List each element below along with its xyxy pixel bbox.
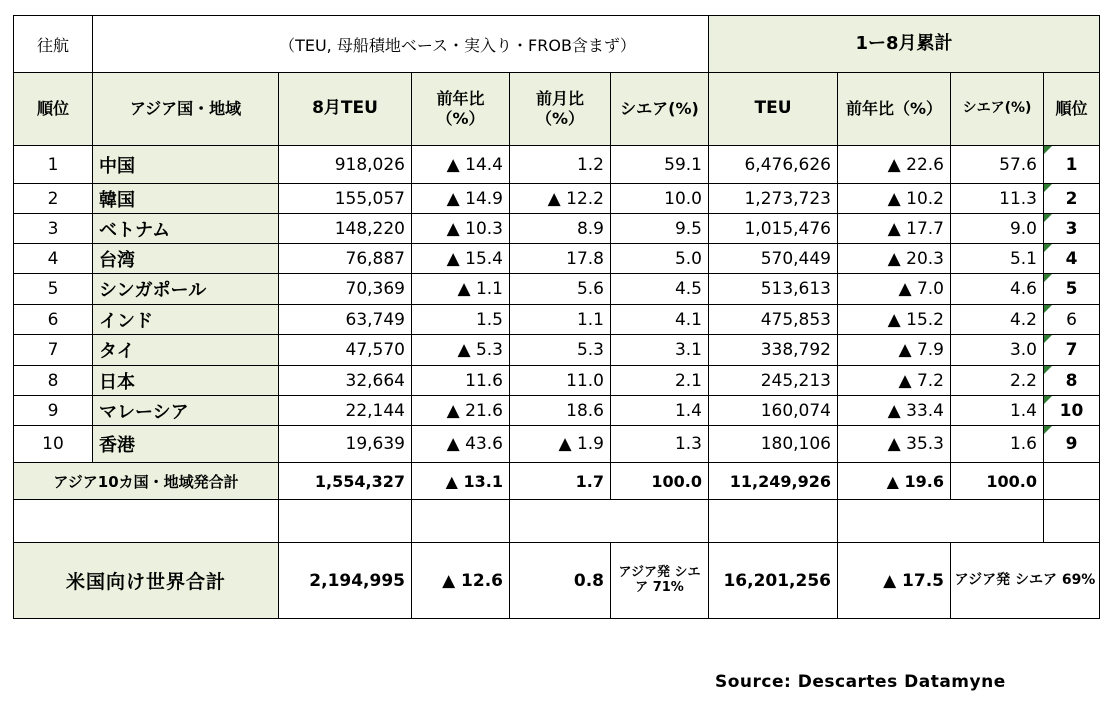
yoy-cell: ▲ 14.4 xyxy=(412,146,510,184)
world-total-label: 米国向け世界合計 xyxy=(14,543,279,619)
rank-cell: 10 xyxy=(14,426,93,463)
col-cum-teu: TEU xyxy=(709,73,838,146)
asia-total-cum-teu: 11,249,926 xyxy=(709,463,838,500)
yoy-cell: ▲ 43.6 xyxy=(412,426,510,463)
asia-total-aug-teu: 1,554,327 xyxy=(279,463,412,500)
world-total-mom: 0.8 xyxy=(510,543,611,619)
col-region: アジア国・地域 xyxy=(93,73,279,146)
cum-yoy-cell: ▲ 15.2 xyxy=(838,305,951,335)
cum-share-cell: 11.3 xyxy=(951,184,1044,214)
cum-yoy-cell: ▲ 20.3 xyxy=(838,244,951,274)
mom-cell: 11.0 xyxy=(510,366,611,396)
region-cell: 台湾 xyxy=(93,244,279,274)
cumulative-title: 1ー8月累計 xyxy=(709,16,1100,73)
cum-yoy-cell: ▲ 7.9 xyxy=(838,335,951,366)
col-yoy: 前年比（%） xyxy=(412,73,510,146)
asia-total-yoy: ▲ 13.1 xyxy=(412,463,510,500)
cum-yoy-cell: ▲ 35.3 xyxy=(838,426,951,463)
table-row xyxy=(14,146,1100,184)
cum-share-cell: 5.1 xyxy=(951,244,1044,274)
mom-cell: 1.2 xyxy=(510,146,611,184)
cum-rank-cell: 7 xyxy=(1044,335,1100,366)
spacer-cell-i xyxy=(1044,500,1100,543)
region-cell: 韓国 xyxy=(93,184,279,214)
table-row xyxy=(14,426,1100,463)
rank-cell: 8 xyxy=(14,366,93,396)
cum-rank-cell: 10 xyxy=(1044,396,1100,426)
cum-rank-cell: 2 xyxy=(1044,184,1100,214)
cum-rank-cell: 1 xyxy=(1044,146,1100,184)
spacer-cell-e xyxy=(611,500,709,543)
yoy-cell: 1.5 xyxy=(412,305,510,335)
mom-cell: 17.8 xyxy=(510,244,611,274)
cum-share-cell: 4.2 xyxy=(951,305,1044,335)
share-cell: 9.5 xyxy=(611,214,709,244)
world-total-row xyxy=(14,543,1100,619)
share-cell: 10.0 xyxy=(611,184,709,214)
cum-yoy-cell: ▲ 7.2 xyxy=(838,366,951,396)
aug-teu-cell: 63,749 xyxy=(279,305,412,335)
col-aug-teu: 8月TEU xyxy=(279,73,412,146)
spacer-cell-d xyxy=(510,500,611,543)
cum-teu-cell: 245,213 xyxy=(709,366,838,396)
aug-teu-cell: 32,664 xyxy=(279,366,412,396)
teu-table xyxy=(13,15,1100,619)
yoy-cell: ▲ 10.3 xyxy=(412,214,510,244)
spacer-row xyxy=(14,500,1100,543)
aug-teu-cell: 22,144 xyxy=(279,396,412,426)
rank-cell: 3 xyxy=(14,214,93,244)
cum-yoy-cell: ▲ 33.4 xyxy=(838,396,951,426)
mom-cell: 18.6 xyxy=(510,396,611,426)
cum-yoy-cell: ▲ 7.0 xyxy=(838,274,951,305)
source-credit: Source: Descartes Datamyne xyxy=(715,672,1006,692)
share-cell: 4.5 xyxy=(611,274,709,305)
cum-rank-cell: 9 xyxy=(1044,426,1100,463)
asia-total-blank xyxy=(1044,463,1100,500)
cum-teu-cell: 338,792 xyxy=(709,335,838,366)
world-total-aug-teu: 2,194,995 xyxy=(279,543,412,619)
aug-teu-cell: 155,057 xyxy=(279,184,412,214)
cum-share-cell: 57.6 xyxy=(951,146,1044,184)
region-cell: 香港 xyxy=(93,426,279,463)
table-row xyxy=(14,366,1100,396)
cum-yoy-cell: ▲ 17.7 xyxy=(838,214,951,244)
cum-yoy-cell: ▲ 10.2 xyxy=(838,184,951,214)
cum-share-cell: 2.2 xyxy=(951,366,1044,396)
mom-cell: 8.9 xyxy=(510,214,611,244)
world-total-cum-teu: 16,201,256 xyxy=(709,543,838,619)
cum-teu-cell: 570,449 xyxy=(709,244,838,274)
asia-total-mom: 1.7 xyxy=(510,463,611,500)
region-cell: インド xyxy=(93,305,279,335)
rank-cell: 7 xyxy=(14,335,93,366)
share-cell: 4.1 xyxy=(611,305,709,335)
asia-total-cum-share: 100.0 xyxy=(951,463,1044,500)
col-rank: 順位 xyxy=(14,73,93,146)
mom-cell: 5.3 xyxy=(510,335,611,366)
spacer-cell-c xyxy=(412,500,510,543)
share-cell: 5.0 xyxy=(611,244,709,274)
table-row xyxy=(14,214,1100,244)
cum-share-cell: 9.0 xyxy=(951,214,1044,244)
cum-teu-cell: 475,853 xyxy=(709,305,838,335)
aug-teu-cell: 148,220 xyxy=(279,214,412,244)
region-cell: ベトナム xyxy=(93,214,279,244)
data-rows xyxy=(14,146,1100,463)
cum-rank-cell: 5 xyxy=(1044,274,1100,305)
aug-teu-cell: 47,570 xyxy=(279,335,412,366)
column-header-row xyxy=(14,73,1100,146)
cum-teu-cell: 1,015,476 xyxy=(709,214,838,244)
asia-total-share: 100.0 xyxy=(611,463,709,500)
yoy-cell: ▲ 1.1 xyxy=(412,274,510,305)
world-total-cum-asia-share-note: アジア発 シエア 69% xyxy=(951,543,1100,619)
world-total-asia-share-note: アジア発 シエア 71% xyxy=(611,543,709,619)
cum-rank-cell: 8 xyxy=(1044,366,1100,396)
table-row xyxy=(14,244,1100,274)
region-cell: シンガポール xyxy=(93,274,279,305)
cum-share-cell: 1.6 xyxy=(951,426,1044,463)
spacer-cell-a xyxy=(14,500,279,543)
cum-teu-cell: 180,106 xyxy=(709,426,838,463)
table-row xyxy=(14,396,1100,426)
mom-cell: ▲ 1.9 xyxy=(510,426,611,463)
rank-cell: 6 xyxy=(14,305,93,335)
region-cell: タイ xyxy=(93,335,279,366)
table-row xyxy=(14,184,1100,214)
table-row xyxy=(14,305,1100,335)
cum-yoy-cell: ▲ 22.6 xyxy=(838,146,951,184)
cum-teu-cell: 160,074 xyxy=(709,396,838,426)
yoy-cell: 11.6 xyxy=(412,366,510,396)
title-row xyxy=(14,16,1100,73)
col-cum-rank: 順位 xyxy=(1044,73,1100,146)
cum-teu-cell: 6,476,626 xyxy=(709,146,838,184)
teu-table-sheet xyxy=(13,15,1100,619)
spacer-cell-f xyxy=(709,500,838,543)
asia-total-cum-yoy: ▲ 19.6 xyxy=(838,463,951,500)
cum-teu-cell: 1,273,723 xyxy=(709,184,838,214)
cum-rank-cell: 3 xyxy=(1044,214,1100,244)
col-cum-yoy: 前年比（%） xyxy=(838,73,951,146)
cum-share-cell: 4.6 xyxy=(951,274,1044,305)
world-total-cum-yoy: ▲ 17.5 xyxy=(838,543,951,619)
col-mom: 前月比（%） xyxy=(510,73,611,146)
cum-rank-cell: 6 xyxy=(1044,305,1100,335)
cum-share-cell: 1.4 xyxy=(951,396,1044,426)
mom-cell: 1.1 xyxy=(510,305,611,335)
yoy-cell: ▲ 14.9 xyxy=(412,184,510,214)
table-row xyxy=(14,274,1100,305)
yoy-cell: ▲ 21.6 xyxy=(412,396,510,426)
spacer-cell-b xyxy=(279,500,412,543)
mom-cell: 5.6 xyxy=(510,274,611,305)
region-cell: 日本 xyxy=(93,366,279,396)
aug-teu-cell: 76,887 xyxy=(279,244,412,274)
asia-total-row xyxy=(14,463,1100,500)
cum-rank-cell: 4 xyxy=(1044,244,1100,274)
route-label: 往航 xyxy=(14,16,93,73)
aug-teu-cell: 70,369 xyxy=(279,274,412,305)
col-share: シエア(%) xyxy=(611,73,709,146)
unit-note: （TEU, 母船積地ベース・実入り・FROB含まず） xyxy=(93,16,709,73)
col-cum-share: シエア(%) xyxy=(951,73,1044,146)
cum-teu-cell: 513,613 xyxy=(709,274,838,305)
rank-cell: 9 xyxy=(14,396,93,426)
rank-cell: 5 xyxy=(14,274,93,305)
share-cell: 1.4 xyxy=(611,396,709,426)
asia-total-label: アジア10カ国・地域発合計 xyxy=(14,463,279,500)
share-cell: 2.1 xyxy=(611,366,709,396)
world-total-yoy: ▲ 12.6 xyxy=(412,543,510,619)
share-cell: 59.1 xyxy=(611,146,709,184)
table-row xyxy=(14,335,1100,366)
rank-cell: 4 xyxy=(14,244,93,274)
spacer-cell-h xyxy=(951,500,1044,543)
mom-cell: ▲ 12.2 xyxy=(510,184,611,214)
yoy-cell: ▲ 5.3 xyxy=(412,335,510,366)
aug-teu-cell: 918,026 xyxy=(279,146,412,184)
aug-teu-cell: 19,639 xyxy=(279,426,412,463)
spacer-cell-g xyxy=(838,500,951,543)
yoy-cell: ▲ 15.4 xyxy=(412,244,510,274)
share-cell: 3.1 xyxy=(611,335,709,366)
region-cell: マレーシア xyxy=(93,396,279,426)
share-cell: 1.3 xyxy=(611,426,709,463)
rank-cell: 1 xyxy=(14,146,93,184)
rank-cell: 2 xyxy=(14,184,93,214)
cum-share-cell: 3.0 xyxy=(951,335,1044,366)
region-cell: 中国 xyxy=(93,146,279,184)
